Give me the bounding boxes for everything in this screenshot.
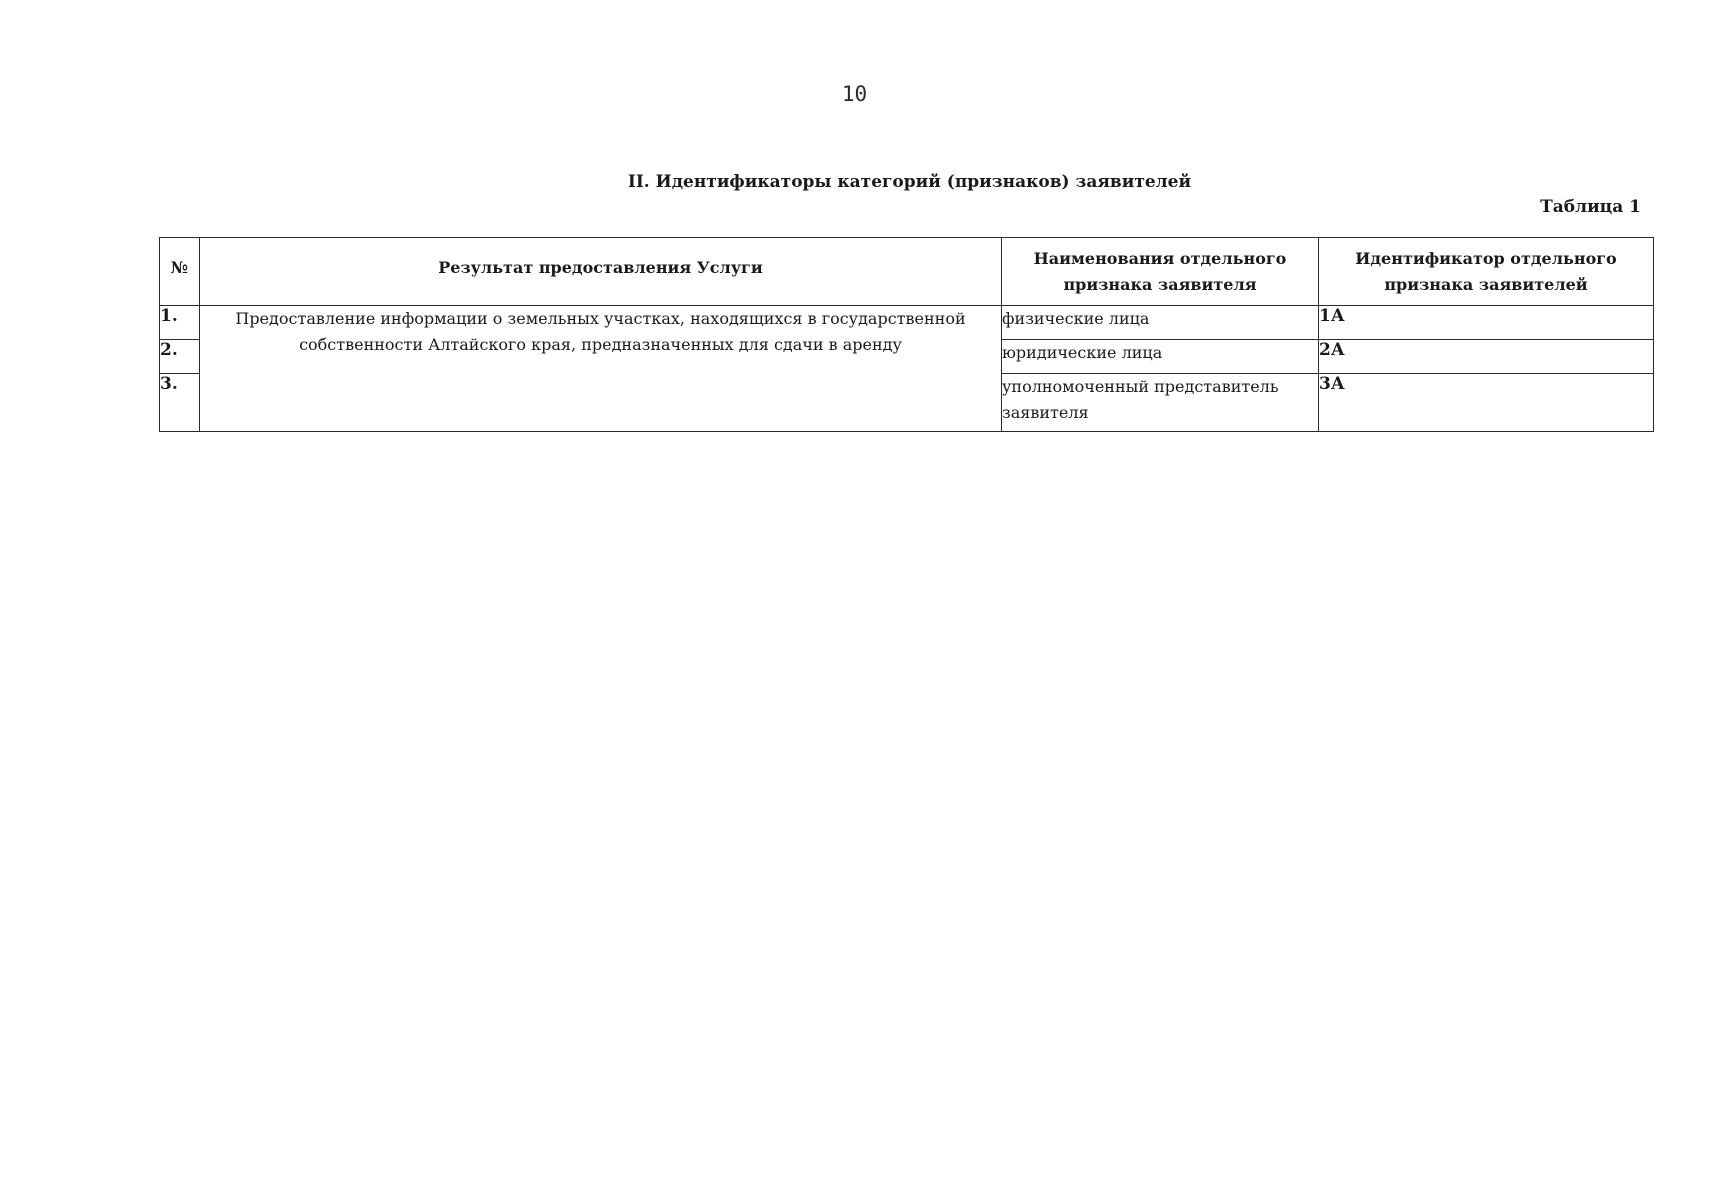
- applicant-categories-table: [159, 237, 1654, 432]
- header-number: №: [160, 238, 200, 306]
- header-feature-name: Наименования отдельного признака заявителя: [1002, 238, 1319, 306]
- section-title: II. Идентификаторы категорий (признаков) заявителей: [627, 172, 1192, 192]
- feature-name-cell: физические лица: [1002, 306, 1319, 340]
- service-result-cell: Предоставление информации о земельных участках, находящихся в государственной собственности Алтайского края, предназначенных для сдачи в аренду: [200, 306, 1002, 432]
- feature-id-cell: 2А: [1319, 340, 1654, 374]
- table-row: [160, 306, 1654, 340]
- row-number: 3.: [160, 374, 200, 432]
- header-result: Результат предоставления Услуги: [200, 238, 1002, 306]
- row-number: 1.: [160, 306, 200, 340]
- feature-name-cell: юридические лица: [1002, 340, 1319, 374]
- row-number: 2.: [160, 340, 200, 374]
- feature-id-cell: 3А: [1319, 374, 1654, 432]
- feature-id-cell: 1А: [1319, 306, 1654, 340]
- feature-name-cell: уполномоченный представитель заявителя: [1002, 374, 1319, 432]
- table-caption: Таблица 1: [1540, 197, 1641, 217]
- header-feature-id: Идентификатор отдельного признака заявителей: [1319, 238, 1654, 306]
- table-header-row: [160, 238, 1654, 306]
- page-number: 10: [841, 82, 868, 106]
